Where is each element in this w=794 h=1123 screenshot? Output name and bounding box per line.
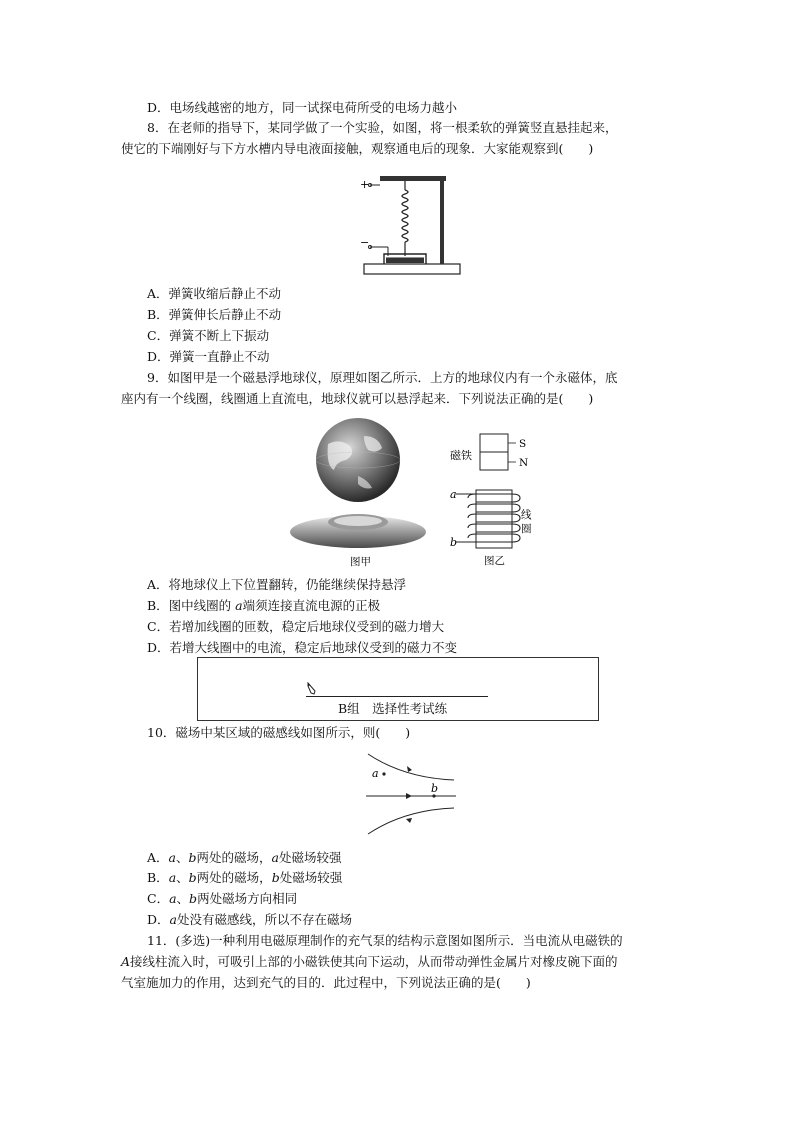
q10-label-a: a: [372, 767, 379, 780]
arrow-bottom-icon: [406, 818, 412, 823]
section-title: B组 选择性考试练: [338, 701, 448, 716]
q8-stem-line2: 使它的下端刚好与下方水槽内导电液面接触，观察通电后的现象．大家能观察到( ): [121, 141, 594, 156]
pencil-icon: [306, 682, 318, 696]
q9-coil-label-1: 线: [521, 509, 532, 521]
arrow-top-icon: [407, 766, 412, 772]
q10-field-lines-figure: [364, 752, 460, 840]
q10-option-a: A．a、b两处的磁场，a处磁场较强: [147, 850, 342, 865]
q9-option-a: A．将地球仪上下位置翻转，仍能继续保持悬浮: [147, 577, 407, 592]
field-line-bottom: [368, 808, 454, 834]
q9-pole-s: S: [519, 438, 527, 450]
section-header-box: [197, 657, 599, 721]
q9-pole-n: N: [519, 457, 529, 469]
q9-option-b: B．图中线圈的 a端须连接直流电源的正极: [147, 598, 381, 613]
q11-stem-line3: 气室施加力的作用，达到充气的目的．此过程中，下列说法正确的是( ): [121, 975, 531, 990]
q9-maglev-globe-figure: [288, 418, 428, 568]
q10-option-d: D．a处没有磁感线，所以不存在磁场: [147, 912, 352, 927]
q8-spring-apparatus-figure: [358, 168, 468, 278]
q9-coil-label-2: 圈: [521, 523, 532, 535]
q8-minus-sign: −: [360, 236, 370, 249]
q8-option-c: C．弹簧不断上下振动: [147, 328, 270, 343]
q9-magnet-label: 磁铁: [450, 449, 472, 462]
q8-plus-sign: +: [360, 178, 370, 191]
q9-stem-line2: 座内有一个线圈，线圈通上直流电，地球仪就可以悬浮起来．下列说法正确的是( ): [121, 391, 594, 406]
section-underline: [306, 696, 488, 697]
field-line-top: [368, 754, 454, 780]
q8-option-d: D．弹簧一直静止不动: [147, 349, 270, 364]
q10-label-b: b: [431, 782, 439, 795]
q9-magnet-coil-figure: [446, 428, 546, 570]
q7-option-d: D．电场线越密的地方，同一试探电荷所受的电场力越小: [147, 100, 458, 115]
q8-option-b: B．弹簧伸长后静止不动: [147, 307, 282, 322]
q9-option-c: C．若增加线圈的匝数，稳定后地球仪受到的磁力增大: [147, 619, 445, 634]
point-a: [382, 772, 385, 775]
q9-fig-b-caption: 图乙: [484, 555, 505, 567]
q10-option-c: C．a、b两处磁场方向相同: [147, 891, 298, 906]
q9-stem-line1: 9．如图甲是一个磁悬浮地球仪，原理如图乙所示．上方的地球仪内有一个永磁体，底: [147, 370, 618, 385]
q10-stem: 10．磁场中某区域的磁感线如图所示，则( ): [147, 725, 411, 740]
q9-coil-end-b: b: [450, 536, 458, 549]
q11-stem-line2: A接线柱流入时，可吸引上部的小磁铁使其向下运动，从而带动弹性金属片对橡皮碗下面的: [121, 954, 618, 969]
q9-coil-end-a: a: [450, 488, 457, 501]
q10-option-b: B．a、b两处的磁场，b处磁场较强: [147, 870, 343, 885]
arrow-middle-icon: [406, 793, 412, 799]
q11-stem-line1: 11．(多选)一种利用电磁原理制作的充气泵的结构示意图如图所示．当电流从电磁铁的: [147, 933, 623, 948]
q8-option-a: A．弹簧收缩后静止不动: [147, 286, 282, 301]
q8-stem-line1: 8．在老师的指导下，某同学做了一个实验，如图，将一根柔软的弹簧竖直悬挂起来，: [147, 120, 618, 135]
q9-option-d: D．若增大线圈中的电流，稳定后地球仪受到的磁力不变: [147, 640, 458, 655]
q9-fig-a-caption: 图甲: [350, 556, 371, 568]
